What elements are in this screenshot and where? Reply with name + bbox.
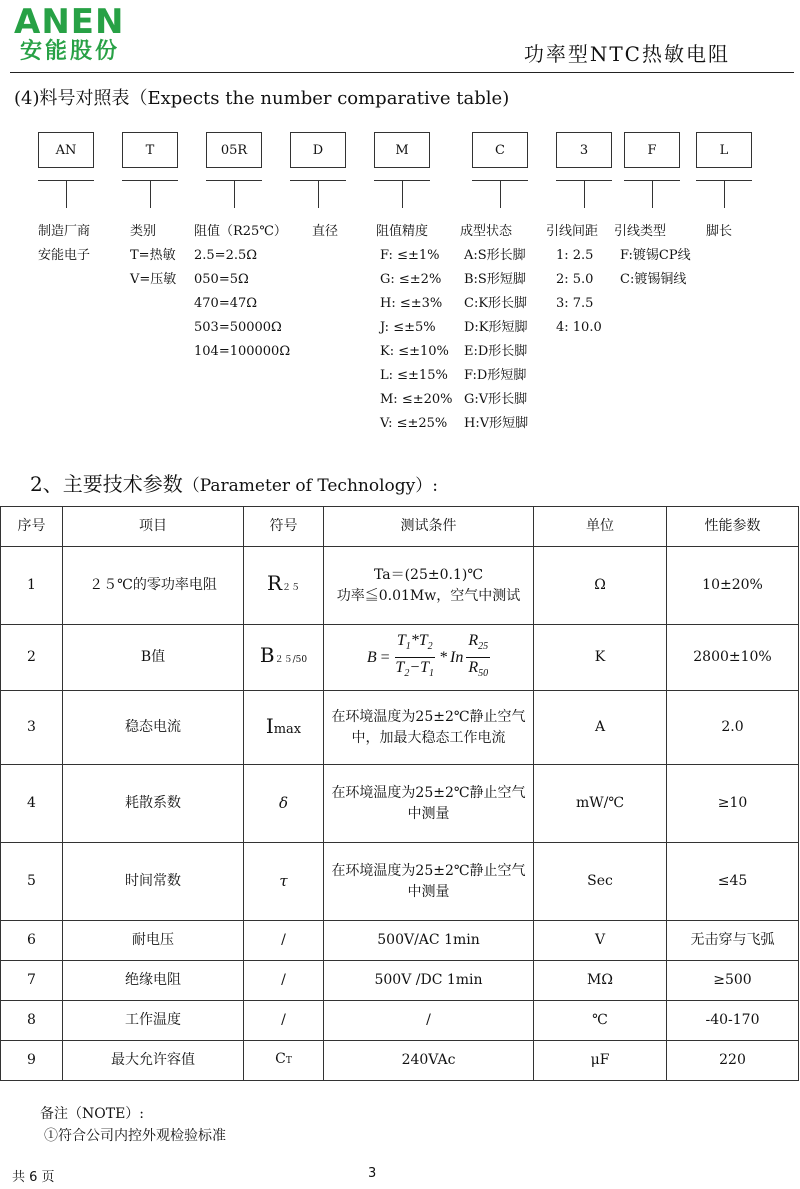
row-unit: V (534, 921, 667, 961)
formula-lhs: B (366, 649, 377, 666)
legend-option: H: ≤±3% (380, 296, 443, 311)
code-box-lead-length: L (696, 132, 752, 168)
table-row (1, 625, 799, 691)
row-item: 稳态电流 (63, 691, 244, 765)
legend-option: B:S形短脚 (464, 272, 526, 287)
b-value-formula (367, 631, 490, 684)
row-number: 6 (1, 921, 63, 961)
formula-denominator (466, 658, 490, 684)
condition-line: 功率≦0.01Mw，空气中测试 (336, 587, 521, 604)
row-symbol (244, 1041, 324, 1081)
row-unit: Ω (534, 547, 667, 625)
legend-option: C:镀锡铜线 (620, 272, 687, 287)
row-condition: / (324, 1001, 534, 1041)
code-box-lead-type: F (624, 132, 680, 168)
row-unit: mW/℃ (534, 765, 667, 843)
row-symbol: / (244, 961, 324, 1001)
legend-option: T=热敏 (130, 248, 176, 263)
legend-label: 类别 (130, 224, 157, 239)
row-symbol: / (244, 921, 324, 961)
legend-option: D:K形短脚 (464, 320, 528, 335)
row-item: 绝缘电阻 (63, 961, 244, 1001)
formula-subscript: 1 (429, 668, 435, 680)
formula-fraction-resistance (466, 631, 490, 684)
formula-symbol: R (468, 659, 479, 676)
header-cell: 项目 (63, 507, 244, 547)
document-title: 功率型NTC热敏电阻 (523, 42, 730, 66)
row-condition: 500V /DC 1min (324, 961, 534, 1001)
header-cell: 符号 (244, 507, 324, 547)
legend-column-resistance (194, 220, 290, 364)
header-cell: 性能参数 (667, 507, 799, 547)
row-symbol (244, 547, 324, 625)
code-box-resistance: 05R (206, 132, 262, 168)
legend-column-tolerance (376, 220, 453, 436)
row-value: ≤45 (667, 843, 799, 921)
formula-subscript: 25 (478, 641, 489, 652)
legend-option: 2: 5.0 (556, 272, 594, 287)
row-item: 耗散系数 (63, 765, 244, 843)
legend-label: 成型状态 (460, 224, 513, 239)
row-condition: 500V/AC 1min (324, 921, 534, 961)
row-value: 2.0 (667, 691, 799, 765)
row-number: 1 (1, 547, 63, 625)
legend-option: L: ≤±15% (380, 368, 448, 383)
formula-denominator: $T_2-T_1$ (395, 659, 435, 680)
row-condition: 在环境温度为25±2℃静止空气中，加最大稳态工作电流 (324, 691, 534, 765)
legend-option: J: ≤±5% (380, 320, 436, 335)
formula-symbol: T (420, 659, 430, 676)
part-number-table-title: (4)料号对照表（Expects the number comparative table) (14, 88, 510, 109)
legend-label: 引线间距 (546, 224, 599, 239)
parameters-title-cn: 2、主要技术参数 (30, 472, 183, 496)
formula-equals: = (379, 649, 391, 666)
legend-option: 安能电子 (38, 248, 91, 263)
row-number: 2 (1, 625, 63, 691)
row-item: ２５℃的零功率电阻 (63, 547, 244, 625)
formula-subscript: 2 (427, 641, 433, 652)
legend-option: 1: 2.5 (556, 248, 594, 263)
symbol-main: B (259, 642, 275, 667)
code-box-maker: AN (38, 132, 94, 168)
row-value: ≥10 (667, 765, 799, 843)
formula-symbol: R (468, 631, 479, 649)
row-number: 8 (1, 1001, 63, 1041)
legend-option: H:V形短脚 (464, 416, 529, 431)
row-item: 工作温度 (63, 1001, 244, 1041)
row-condition: 在环境温度为25±2℃静止空气中测量 (324, 843, 534, 921)
legend-option: 503=50000Ω (194, 320, 282, 335)
row-value: 无击穿与飞弧 (667, 921, 799, 961)
code-box-lead-pitch: 3 (556, 132, 612, 168)
row-value: -40-170 (667, 1001, 799, 1041)
row-item: 最大允许容值 (63, 1041, 244, 1081)
legend-label: 阻值（R25℃） (194, 224, 287, 239)
row-item: 时间常数 (63, 843, 244, 921)
row-value: 220 (667, 1041, 799, 1081)
code-box-diameter: D (290, 132, 346, 168)
formula-subscript: 50 (478, 668, 489, 680)
legend-column-forming (460, 220, 528, 436)
table-row (1, 961, 799, 1001)
row-number: 5 (1, 843, 63, 921)
row-item: B值 (63, 625, 244, 691)
bracket-connector (38, 180, 94, 208)
row-symbol: / (244, 1001, 324, 1041)
formula-symbol: T (395, 659, 405, 676)
row-condition (324, 625, 534, 691)
legend-label: 引线类型 (614, 224, 667, 239)
row-unit: ℃ (534, 1001, 667, 1041)
formula-ln: In (450, 649, 464, 666)
logo-text-cn: 安能股份 (20, 39, 121, 64)
row-unit: μF (534, 1041, 667, 1081)
legend-column-diameter (312, 220, 338, 244)
formula-symbol: T (418, 631, 428, 649)
legend-column-lead-length (706, 220, 732, 244)
bracket-connector (624, 180, 680, 208)
code-box-category: T (122, 132, 178, 168)
header-cell: 单位 (534, 507, 667, 547)
row-unit: MΩ (534, 961, 667, 1001)
row-condition: 在环境温度为25±2℃静止空气中测量 (324, 765, 534, 843)
formula-subscript: 2 (404, 668, 410, 680)
legend-option: 2.5=2.5Ω (194, 248, 258, 263)
table-row (1, 691, 799, 765)
bracket-connector (556, 180, 612, 208)
table-row (1, 843, 799, 921)
symbol-main: I (265, 713, 274, 738)
formula-symbol: T (396, 631, 406, 649)
table-row (1, 921, 799, 961)
table-row (1, 547, 799, 625)
legend-column-lead-pitch (546, 220, 602, 340)
condition-line: Ta＝(25±0.1)℃ (374, 566, 483, 583)
header-cell: 序号 (1, 507, 63, 547)
formula-subscript: 1 (405, 641, 411, 652)
legend-label: 制造厂商 (38, 224, 91, 239)
row-symbol: τ (244, 843, 324, 921)
note-title: 备注（NOTE）: (40, 1106, 145, 1122)
parameters-table (0, 506, 799, 1081)
legend-option: G: ≤±2% (380, 272, 442, 287)
row-value: 2800±10% (667, 625, 799, 691)
page-number: 3 (368, 1166, 377, 1181)
symbol-subscript: ２５ (282, 582, 301, 593)
formula-fraction-temperature (393, 631, 436, 684)
legend-option: 4: 10.0 (556, 320, 602, 335)
row-unit: K (534, 625, 667, 691)
row-item: 耐电压 (63, 921, 244, 961)
row-number: 3 (1, 691, 63, 765)
legend-option: A:S形长脚 (464, 248, 526, 263)
parameters-section-title (30, 470, 438, 500)
legend-option: V: ≤±25% (380, 416, 448, 431)
table-row (1, 765, 799, 843)
row-number: 4 (1, 765, 63, 843)
legend-option: 470=47Ω (194, 296, 258, 311)
formula-times: * (439, 649, 448, 666)
bracket-connector (374, 180, 430, 208)
symbol-subscript: ２５/50 (274, 654, 308, 665)
row-condition (324, 547, 534, 625)
row-unit: Sec (534, 843, 667, 921)
row-symbol (244, 691, 324, 765)
logo-text-en: ANEN (14, 2, 125, 42)
bracket-connector (696, 180, 752, 208)
row-number: 9 (1, 1041, 63, 1081)
legend-option: V=压敏 (130, 272, 177, 287)
row-unit: A (534, 691, 667, 765)
symbol-subscript: max (273, 721, 302, 737)
row-symbol (244, 625, 324, 691)
formula-numerator: $T_1*T_2$ (395, 631, 435, 658)
legend-column-lead-type (614, 220, 691, 292)
legend-column-maker (38, 220, 90, 268)
symbol-subscript: T (285, 1056, 292, 1066)
note-item: ①符合公司内控外观检验标准 (44, 1128, 226, 1144)
legend-option: F:D形短脚 (464, 368, 527, 383)
legend-label: 阻值精度 (376, 224, 429, 239)
total-pages: 共 6 页 (12, 1170, 55, 1185)
legend-option: K: ≤±10% (380, 344, 449, 359)
bracket-connector (472, 180, 528, 208)
legend-option: G:V形长脚 (464, 392, 528, 407)
legend-option: M: ≤±20% (380, 392, 453, 407)
header-divider (10, 72, 794, 73)
table-row (1, 1001, 799, 1041)
table-header-row (1, 507, 799, 547)
header-cell: 测试条件 (324, 507, 534, 547)
row-symbol: δ (244, 765, 324, 843)
row-value: 10±20% (667, 547, 799, 625)
legend-option: F: ≤±1% (380, 248, 440, 263)
symbol-main: C (275, 1051, 286, 1067)
legend-label: 直径 (312, 224, 339, 239)
legend-label: 脚长 (706, 224, 733, 239)
legend-option: 3: 7.5 (556, 296, 594, 311)
table-row (1, 1041, 799, 1081)
legend-column-category (130, 220, 176, 292)
code-box-forming: C (472, 132, 528, 168)
formula-numerator (466, 631, 490, 658)
legend-option: 104=100000Ω (194, 344, 291, 359)
legend-option: E:D形长脚 (464, 344, 528, 359)
bracket-connector (290, 180, 346, 208)
row-value: ≥500 (667, 961, 799, 1001)
bracket-connector (206, 180, 262, 208)
symbol-main: R (266, 570, 283, 595)
bracket-connector (122, 180, 178, 208)
legend-option: C:K形长脚 (464, 296, 528, 311)
row-condition: 240VAc (324, 1041, 534, 1081)
legend-option: F:镀锡CP线 (620, 248, 691, 263)
row-number: 7 (1, 961, 63, 1001)
code-box-tolerance: M (374, 132, 430, 168)
legend-option: 050=5Ω (194, 272, 249, 287)
parameters-title-en: （Parameter of Technology）: (182, 476, 438, 496)
